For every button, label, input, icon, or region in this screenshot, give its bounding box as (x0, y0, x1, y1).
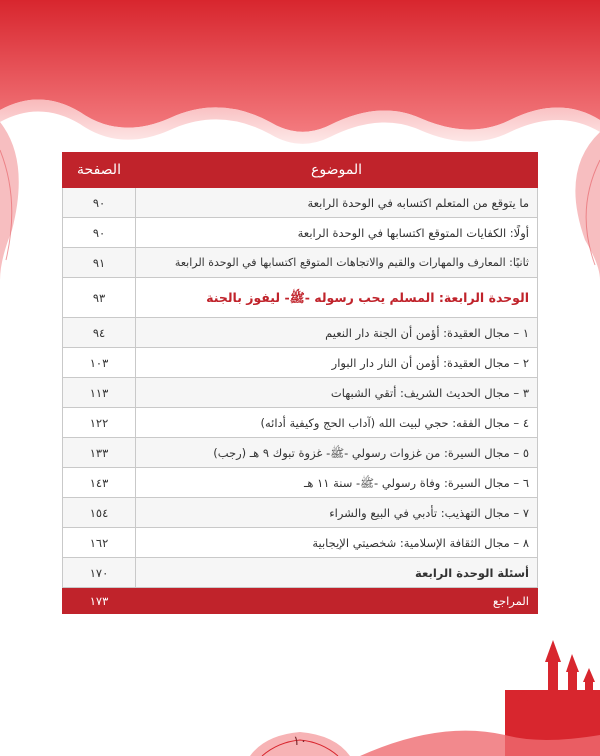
row-page: ١٧٣ (63, 588, 136, 614)
table-row[interactable] (63, 218, 538, 248)
table-row[interactable] (63, 528, 538, 558)
row-topic: ٧ – مجال التهذيب: تأدبي في البيع والشراء (136, 498, 538, 528)
table-of-contents (62, 152, 538, 614)
row-topic: ١ – مجال العقيدة: أؤمن أن الجنة دار النعيم (136, 318, 538, 348)
row-page: ٩٠ (63, 218, 136, 248)
row-page: ١١٣ (63, 378, 136, 408)
left-swirl (0, 122, 19, 280)
row-topic: ٣ – مجال الحديث الشريف: أتقي الشبهات (136, 378, 538, 408)
table-row[interactable] (63, 318, 538, 348)
row-page: ٩٤ (63, 318, 136, 348)
row-topic: ٢ – مجال العقيدة: أؤمن أن النار دار البوار (136, 348, 538, 378)
row-page: ١٦٢ (63, 528, 136, 558)
row-topic: ٦ – مجال السيرة: وفاة رسولي -ﷺ- سنة ١١ هـ (136, 468, 538, 498)
row-topic: ٥ – مجال السيرة: من غزوات رسولي -ﷺ- غزوة تبوك ٩ هـ (رجب) (136, 438, 538, 468)
table-row[interactable] (63, 248, 538, 278)
row-topic: أولًا: الكفايات المتوقع اكتسابها في الوحدة الرابعة (136, 218, 538, 248)
row-page: ١٥٤ (63, 498, 136, 528)
row-topic: أسئلة الوحدة الرابعة (136, 558, 538, 588)
row-topic: ٨ – مجال الثقافة الإسلامية: شخصيتي الإيجابية (136, 528, 538, 558)
table-row[interactable] (63, 438, 538, 468)
table-row[interactable] (63, 408, 538, 438)
table-row[interactable] (63, 188, 538, 218)
row-topic: ثانيًا: المعارف والمهارات والقيم والاتجاهات المتوقع اكتسابها في الوحدة الرابعة (136, 248, 538, 278)
row-page: ١٧٠ (63, 558, 136, 588)
row-page: ١٤٣ (63, 468, 136, 498)
row-topic: المراجع (136, 588, 538, 614)
header-topic: الموضوع (136, 153, 538, 188)
right-swirl (575, 132, 600, 280)
table-row[interactable] (63, 378, 538, 408)
row-page: ٩٠ (63, 188, 136, 218)
header-page: الصفحة (63, 153, 136, 188)
row-page: ١٢٢ (63, 408, 136, 438)
row-page: ٩٣ (63, 278, 136, 318)
row-topic: الوحدة الرابعة: المسلم يحب رسوله -ﷺ- ليفوز بالجنة (136, 278, 538, 318)
row-page: ١٠٣ (63, 348, 136, 378)
table-row-questions[interactable] (63, 558, 538, 588)
table-header-row (63, 153, 538, 188)
row-topic: ٤ – مجال الفقه: حجي لبيت الله (آداب الحج وكيفية أدائه) (136, 408, 538, 438)
top-banner (0, 0, 600, 132)
table-row[interactable] (63, 498, 538, 528)
table-row-unit-title[interactable] (63, 278, 538, 318)
row-topic: ما يتوقع من المتعلم اكتسابه في الوحدة الرابعة (136, 188, 538, 218)
row-page: ٩١ (63, 248, 136, 278)
table-row[interactable] (63, 348, 538, 378)
row-page: ١٣٣ (63, 438, 136, 468)
table-row[interactable] (63, 468, 538, 498)
page-number: ١٠ (293, 734, 307, 749)
table-row-references[interactable] (63, 588, 538, 614)
